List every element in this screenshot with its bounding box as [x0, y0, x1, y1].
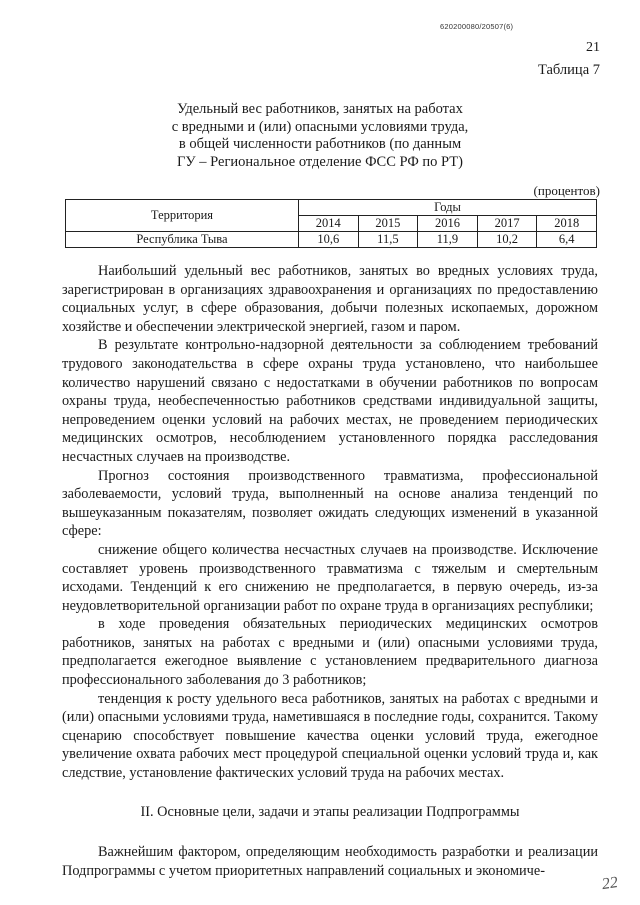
year-cell: 2018: [537, 216, 597, 232]
data-table: [65, 199, 597, 248]
value-cell: 11,9: [418, 232, 478, 248]
paragraph: Прогноз состояния производственного травматизма, профессиональной заболеваемости, условий труда, выполненный на основе анализа тенденций по вышеуказанным показателям, позволяет ожидать следующих изменений в указанной сфере:: [62, 467, 598, 540]
title-line: с вредными и (или) опасными условиями труда,: [171, 118, 469, 135]
body-text: [62, 262, 598, 880]
value-cell: 11,5: [358, 232, 418, 248]
years-header: Годы: [299, 200, 597, 216]
year-cell: 2014: [299, 216, 359, 232]
value-cell: 10,6: [299, 232, 359, 248]
document-code: 620200080/20507(6): [440, 22, 514, 31]
value-cell: 10,2: [477, 232, 537, 248]
table-title: [40, 101, 600, 171]
title-line: ГУ – Региональное отделение ФСС РФ по РТ): [177, 153, 463, 170]
title-line: Удельный вес работников, занятых на работах: [177, 101, 463, 117]
year-cell: 2015: [358, 216, 418, 232]
territory-header: Территория: [66, 200, 299, 232]
value-cell: 6,4: [537, 232, 597, 248]
table-row: [66, 232, 597, 248]
paragraph: В результате контрольно-надзорной деятельности за соблюдением требований трудового законодательства в сфере охраны труда установлено, что наибольшее количество нарушений связано с недостатками в обучении работников по вопросам охраны труда, необеспеченностью работников средствами индивидуальной защиты, непроведением оценки условий на рабочих местах, не проведением периодических медицинских осмотров, несоблюдением установленного порядка расследования несчастных случаев на производстве.: [62, 337, 598, 465]
paragraph: в ходе проведения обязательных периодических медицинских осмотров работников, занятых на работах с вредными и (или) опасными условиями труда, предполагается ежегодное выявление с установлением предварительного диагноза профессионального заболевания до 3 работников;: [62, 616, 598, 689]
territory-cell: Республика Тыва: [66, 232, 299, 248]
page-number: 21: [586, 40, 600, 55]
table-header-row: [66, 200, 597, 216]
handwritten-page-mark: 22: [600, 873, 620, 894]
paragraph: тенденция к росту удельного веса работников, занятых на работах с вредными и (или) опасными условиями труда, наметившаяся в последние годы, сохранится. Такому сценарию способствует повышение качества оценки условий труда, ежегодное увеличение охвата рабочих мест процедурой специальной оценки условий труда и, как следствие, установление фактических условий труда на рабочих местах.: [62, 690, 598, 782]
table-label: Таблица 7: [537, 62, 600, 78]
section-title: II. Основные цели, задачи и этапы реализации Подпрограммы: [140, 803, 520, 820]
paragraph: снижение общего количества несчастных случаев на производстве. Исключение составляет уровень производственного травматизма с тяжелым и смертельным исходами. Тенденций к его снижению не предполагается, в первую очередь, из-за неудовлетворительной организации работ по охране труда в организациях республики;: [62, 541, 598, 614]
title-line: в общей численности работников (по данным: [178, 136, 462, 152]
paragraph: Важнейшим фактором, определяющим необходимость разработки и реализации Подпрограммы с учетом приоритетных направлений социальных и экономиче-: [62, 844, 598, 879]
units-label: (процентов): [533, 183, 600, 198]
year-cell: 2016: [418, 216, 478, 232]
year-cell: 2017: [477, 216, 537, 232]
paragraph: Наибольший удельный вес работников, занятых во вредных условиях труда, зарегистрирован в организациях здравоохранения и организациях по предоставлению социальных услуг, в сфере образования, добычи полезных ископаемых, дорожном хозяйстве и обеспечении электрической энергией, газом и паром.: [62, 263, 598, 335]
